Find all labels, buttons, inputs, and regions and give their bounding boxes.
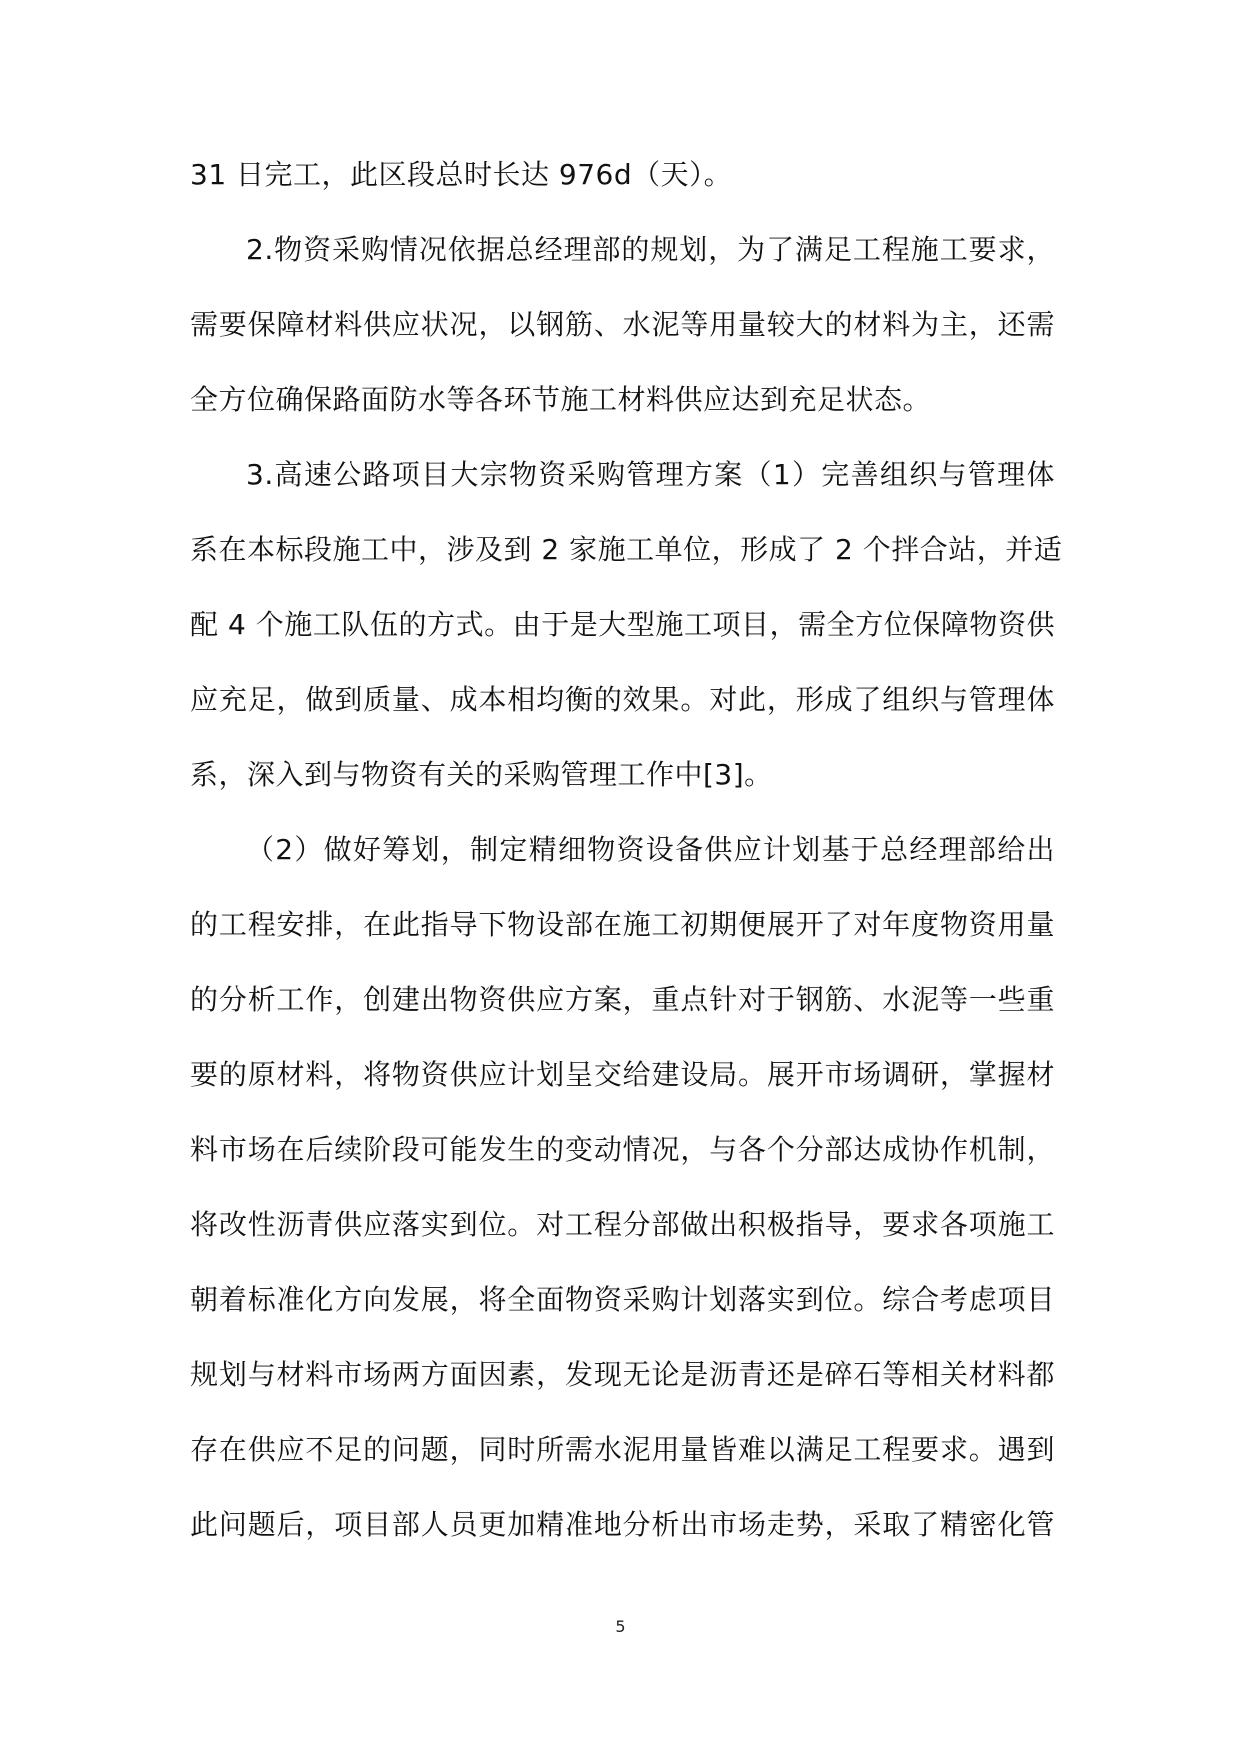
page-number: 5 [615,1617,626,1636]
text-line-12: 的分析工作，创建出物资供应方案，重点针对于钢筋、水泥等一些重 [190,983,1055,1016]
text-line-3: 需要保障材料供应状况，以钢筋、水泥等用量较大的材料为主，还需 [190,308,1055,341]
text-line-9: 系，深入到与物资有关的采购管理工作中[3]。 [190,758,773,791]
text-line-2: 2.物资采购情况依据总经理部的规划，为了满足工程施工要求， [246,233,1055,266]
text-line-6: 系在本标段施工中，涉及到 2 家施工单位，形成了 2 个拌合站，并适 [190,533,1063,566]
text-line-19: 此问题后，项目部人员更加精准地分析出市场走势，采取了精密化管 [190,1508,1055,1541]
text-line-13: 要的原材料，将物资供应计划呈交给建设局。展开市场调研，掌握材 [190,1058,1055,1091]
text-line-11: 的工程安排，在此指导下物设部在施工初期便展开了对年度物资用量 [190,908,1055,941]
text-line-5: 3.高速公路项目大宗物资采购管理方案（1）完善组织与管理体 [246,458,1055,491]
text-line-8: 应充足，做到质量、成本相均衡的效果。对此，形成了组织与管理体 [190,683,1055,716]
text-line-16: 朝着标准化方向发展，将全面物资采购计划落实到位。综合考虑项目 [190,1283,1055,1316]
text-line-18: 存在供应不足的问题，同时所需水泥用量皆难以满足工程要求。遇到 [190,1433,1055,1466]
text-line-10: （2）做好筹划，制定精细物资设备供应计划基于总经理部给出 [246,833,1055,866]
text-line-15: 将改性沥青供应落实到位。对工程分部做出积极指导，要求各项施工 [190,1208,1055,1241]
text-line-1: 31 日完工，此区段总时长达 976d（天）。 [190,158,733,191]
text-line-17: 规划与材料市场两方面因素，发现无论是沥青还是碎石等相关材料都 [190,1358,1055,1391]
text-line-7: 配 4 个施工队伍的方式。由于是大型施工项目，需全方位保障物资供 [190,608,1055,641]
text-line-4: 全方位确保路面防水等各环节施工材料供应达到充足状态。 [190,383,932,416]
text-line-14: 料市场在后续阶段可能发生的变动情况，与各个分部达成协作机制， [190,1133,1055,1166]
